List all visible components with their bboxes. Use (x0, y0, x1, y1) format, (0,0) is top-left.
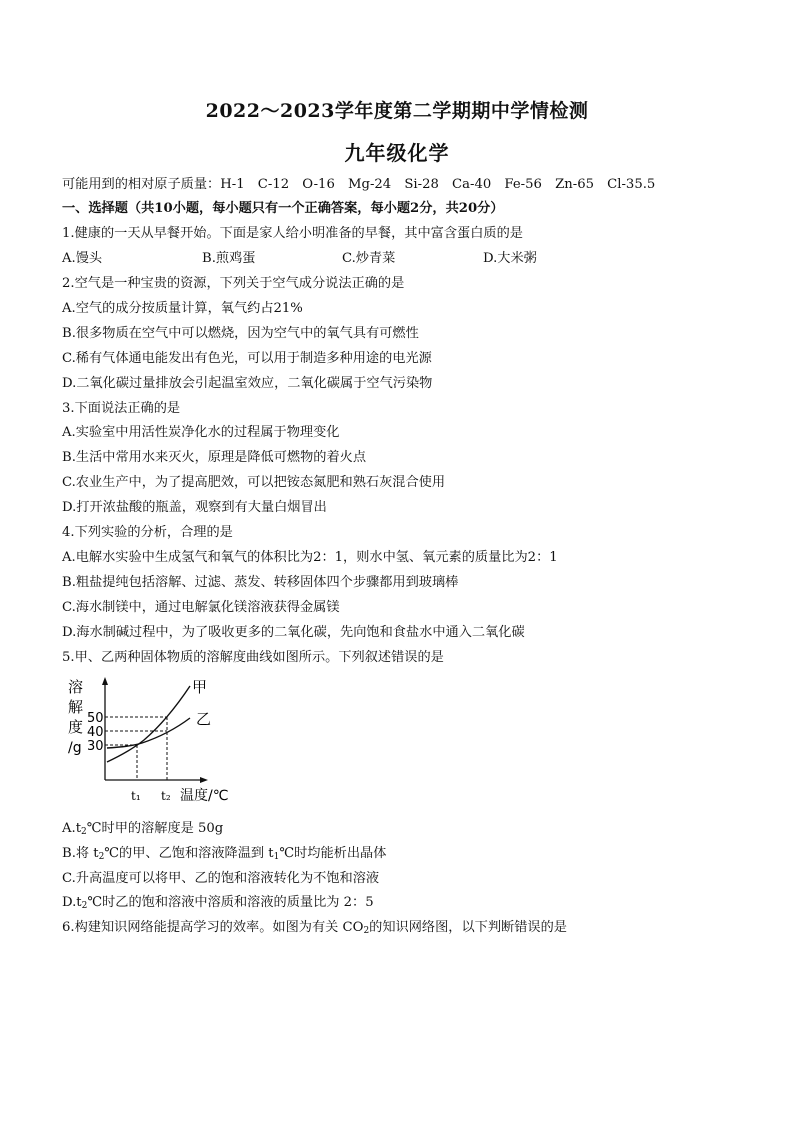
question-stem: 5.甲、乙两种固体物质的溶解度曲线如图所示。下列叙述错误的是 (62, 650, 444, 665)
option-b: B.煎鸡蛋 (202, 251, 256, 266)
atomic-masses: 可能用到的相对原子质量：H-1 C-12 O-16 Mg-24 Si-28 Ca-40 Fe-56 Zn-65 Cl-35.5 (62, 177, 656, 192)
option-a: $A.t_2℃$时甲的溶解度是 50g (62, 821, 224, 837)
x-tick-t1: t₁ (131, 789, 141, 803)
option-d: D.打开浓盐酸的瓶盖，观察到有大量白烟冒出 (62, 500, 327, 515)
option-c: C.升高温度可以将甲、乙的饱和溶液转化为不饱和溶液 (62, 871, 380, 886)
question-stem: 4.下列实验的分析，合理的是 (62, 525, 233, 540)
y-tick-40: 40 (87, 725, 104, 740)
option-b: B.很多物质在空气中可以燃烧，因为空气中的氧气具有可燃性 (62, 326, 419, 341)
option-a: A.馒头 (62, 251, 103, 266)
exam-title: 2022～2023学年度第二学期期中学情检测 (205, 100, 589, 122)
section-heading: 一、选择题（共10小题，每小题只有一个正确答案，每小题2分，共20分） (62, 201, 504, 216)
option-d: $D.t_2℃$时乙的饱和溶液中溶质和溶液的质量比为 2：5 (62, 895, 374, 911)
y-axis-label: /g (68, 740, 82, 756)
option-a: A.电解水实验中生成氢气和氧气的体积比为2：1，则水中氢、氧元素的质量比为2：1 (62, 550, 558, 565)
label-yi: 乙 (196, 710, 212, 728)
y-tick-30: 30 (87, 739, 104, 754)
exam-subtitle: 九年级化学 (344, 141, 450, 165)
y-axis-label: 度 (68, 718, 84, 736)
question-stem: 1.健康的一天从早餐开始。下面是家人给小明准备的早餐，其中富含蛋白质的是 (62, 226, 523, 241)
y-axis-arrow (102, 677, 108, 685)
option-d: D.海水制碱过程中，为了吸收更多的二氧化碳，先向饱和食盐水中通入二氧化碳 (62, 625, 525, 640)
option-d: D.二氧化碳过量排放会引起温室效应，二氧化碳属于空气污染物 (62, 376, 433, 391)
question-stem: 2.空气是一种宝贵的资源，下列关于空气成分说法正确的是 (62, 276, 405, 291)
option-c: C.炒青菜 (342, 251, 396, 266)
label-jia: 甲 (192, 678, 208, 696)
y-axis-label: 解 (68, 698, 84, 716)
option-a: A.实验室中用活性炭净化水的过程属于物理变化 (62, 425, 340, 440)
question-stem: 3.下面说法正确的是 (62, 401, 181, 416)
y-tick-50: 50 (87, 711, 104, 726)
option-b: B.将 $t_2℃$的甲、乙饱和溶液降温到 $t_1℃$时均能析出晶体 (62, 846, 387, 862)
option-a: A.空气的成分按质量计算，氧气约占21% (62, 301, 303, 316)
x-axis-label: 温度/℃ (180, 788, 229, 804)
option-b: B.粗盐提纯包括溶解、过滤、蒸发、转移固体四个步骤都用到玻璃棒 (62, 575, 459, 590)
option-d: D.大米粥 (483, 251, 537, 266)
curve-jia (107, 686, 190, 762)
x-tick-t2: t₂ (161, 789, 171, 803)
option-b: B.生活中常用水来灭火，原理是降低可燃物的着火点 (62, 450, 367, 465)
question-stem: 6.构建知识网络能提高学习的效率。如图为有关 $CO_2$的知识网络图，以下判断错误的是 (62, 920, 567, 936)
option-c: C.农业生产中，为了提高肥效，可以把铵态氮肥和熟石灰混合使用 (62, 475, 446, 490)
solubility-curve-graph (62, 674, 242, 810)
curve-yi (107, 718, 190, 748)
option-c: C.海水制镁中，通过电解氯化镁溶液获得金属镁 (62, 600, 340, 615)
y-axis-label: 溶 (68, 678, 84, 696)
x-axis-arrow (200, 777, 208, 783)
option-c: C.稀有气体通电能发出有色光，可以用于制造多种用途的电光源 (62, 351, 432, 366)
